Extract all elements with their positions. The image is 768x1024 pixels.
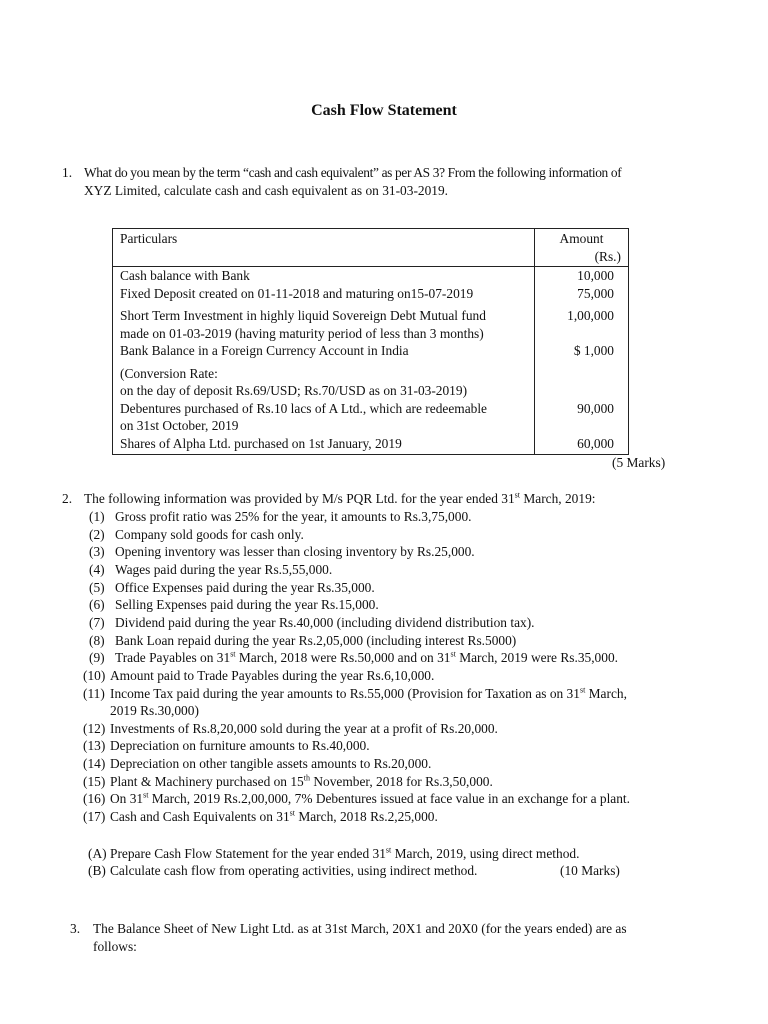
table-row — [113, 400, 629, 435]
q2-item: (16) On 31st March, 2019 Rs.2,00,000, 7% Debentures issued at face value in an exchange for a plant. — [83, 790, 630, 807]
q2-item: (6) Selling Expenses paid during the year Rs.15,000. — [89, 597, 379, 613]
q2-item: (9) Trade Payables on 31st March, 2018 were Rs.50,000 and on 31st March, 2019 were Rs.35,000. — [89, 649, 618, 666]
q1-line1: What do you mean by the term “cash and cash equivalent” as per AS 3? From the following information of — [84, 165, 622, 180]
cash-equivalent-table — [112, 228, 629, 455]
row-particular — [113, 400, 535, 435]
q3-line2: follows: — [93, 939, 137, 954]
row-line: (Conversion Rate: — [120, 365, 218, 381]
q3-number: 3. — [70, 921, 81, 936]
row-particular — [113, 302, 535, 342]
row-particular — [113, 360, 535, 400]
row-amount: 1,00,000 — [535, 302, 629, 342]
row-amount: 10,000 — [535, 267, 629, 285]
q3-line1: The Balance Sheet of New Light Ltd. as at 31st March, 20X1 and 20X0 (for the years ended) are as — [93, 921, 627, 936]
row-line: Short Term Investment in highly liquid Sovereign Debt Mutual fund — [120, 308, 486, 323]
q2-item: (4) Wages paid during the year Rs.5,55,000. — [89, 561, 333, 577]
q2-number: 2. — [62, 491, 73, 506]
row-particular: Bank Balance in a Foreign Currency Account in India — [113, 342, 535, 360]
header-amount-label: Amount — [559, 231, 604, 246]
q2-item: (5) Office Expenses paid during the year Rs.35,000. — [89, 579, 375, 595]
row-particular: Cash balance with Bank — [113, 267, 535, 285]
row-amount: 90,000 — [535, 400, 629, 435]
q1-marks: (5 Marks) — [612, 455, 666, 470]
q2-sub-a: (A) Prepare Cash Flow Statement for the year ended 31st March, 2019, using direct method. — [88, 845, 580, 861]
row-line: on the day of deposit Rs.69/USD; Rs.70/USD as on 31-03-2019) — [120, 383, 468, 398]
row-particular: Shares of Alpha Ltd. purchased on 1st January, 2019 — [113, 435, 535, 455]
q2-item: (13) Depreciation on furniture amounts to Rs.40,000. — [83, 738, 370, 754]
q2-item: (2) Company sold goods for cash only. — [89, 526, 304, 542]
table-row — [113, 302, 629, 342]
table-row — [113, 267, 629, 285]
q1-number: 1. — [62, 165, 73, 180]
page-title: Cash Flow Statement — [311, 102, 457, 119]
table-row — [113, 342, 629, 360]
row-amount: $ 1,000 — [535, 342, 629, 360]
header-amount — [535, 229, 629, 267]
q2-item: (15) Plant & Machinery purchased on 15th November, 2018 for Rs.3,50,000. — [83, 773, 493, 789]
q2-item: (10) Amount paid to Trade Payables during the year Rs.6,10,000. — [83, 667, 435, 683]
q2-item: (12) Investments of Rs.8,20,000 sold during the year at a profit of Rs.20,000. — [83, 720, 498, 736]
q2-item: (7) Dividend paid during the year Rs.40,000 (including dividend distribution tax). — [89, 614, 535, 630]
q2-intro: The following information was provided by M/s PQR Ltd. for the year ended 31st March, 2019: — [84, 490, 596, 506]
q2-marks: (10 Marks) — [560, 863, 620, 878]
row-line: on 31st October, 2019 — [120, 418, 239, 433]
table-header-row — [113, 229, 629, 267]
q2-item: (17) Cash and Cash Equivalents on 31st March, 2018 Rs.2,25,000. — [83, 808, 438, 825]
table-row — [113, 285, 629, 303]
row-amount: 60,000 — [535, 435, 629, 455]
table-row — [113, 435, 629, 455]
q2-item: (1) Gross profit ratio was 25% for the year, it amounts to Rs.3,75,000. — [89, 509, 472, 524]
q2-item: (3) Opening inventory was lesser than closing inventory by Rs.25,000. — [89, 544, 475, 560]
q1-line2: XYZ Limited, calculate cash and cash equivalent as on 31-03-2019. — [84, 183, 449, 198]
row-amount — [535, 360, 629, 400]
q2-item: (14) Depreciation on other tangible assets amounts to Rs.20,000. — [83, 756, 432, 772]
row-particular: Fixed Deposit created on 01-11-2018 and maturing on15-07-2019 — [113, 285, 535, 303]
table-row — [113, 360, 629, 400]
header-amount-unit: (Rs.) — [594, 248, 621, 264]
q2-item: (11) Income Tax paid during the year amounts to Rs.55,000 (Provision for Taxation as on 31st March, — [83, 685, 627, 701]
q2-item-continuation: 2019 Rs.30,000) — [110, 703, 199, 719]
q2-item: (8) Bank Loan repaid during the year Rs.2,05,000 (including interest Rs.5000) — [89, 632, 517, 648]
header-particulars: Particulars — [113, 229, 535, 267]
row-line: made on 01-03-2019 (having maturity period of less than 3 months) — [120, 325, 484, 341]
row-line: Debentures purchased of Rs.10 lacs of A Ltd., which are redeemable — [120, 400, 487, 416]
q2-sub-b: (B) Calculate cash flow from operating activities, using indirect method. — [88, 863, 478, 878]
row-amount: 75,000 — [535, 285, 629, 303]
